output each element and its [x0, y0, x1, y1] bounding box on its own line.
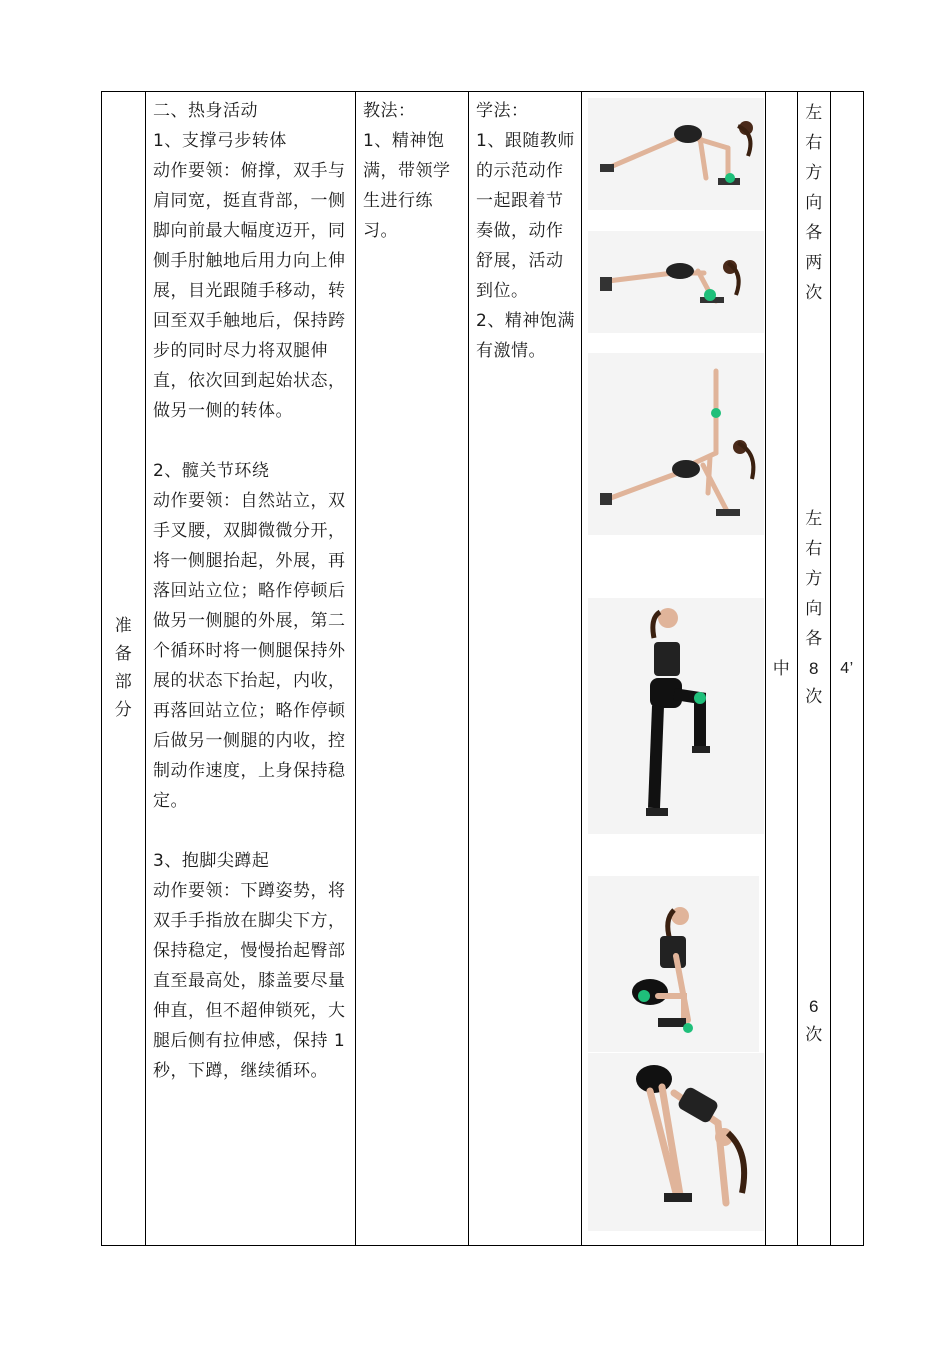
duration-cell	[831, 92, 864, 1246]
repetitions-3-unit: 次	[805, 1025, 823, 1045]
exercise-2-text: 动作要领：自然站立，双手叉腰，双脚微微分开，将一侧腿抬起，外展，再落回站立位；略作停顿后做另一侧腿的外展，第二个循环时将一侧腿保持外展的状态下抬起，内收，再落回站立位；略作停顿后做另一侧腿的内收，控制动作速度，上身保持稳定。	[153, 491, 346, 811]
learning-method-cell	[469, 92, 582, 1246]
repetitions-2: 左右方向各	[805, 509, 823, 649]
lunge-rotation-photo	[588, 353, 764, 535]
forward-fold-photo	[588, 1053, 764, 1231]
squat-hold-toes-photo	[588, 876, 759, 1052]
hip-circle-photo	[588, 598, 764, 834]
lunge-elbow-photo	[588, 231, 764, 333]
repetitions-2-unit: 次	[805, 687, 823, 707]
repetitions-3-count: 6	[809, 997, 819, 1016]
repetitions-1: 左右方向各两次	[805, 103, 823, 303]
section-label-cell	[102, 92, 146, 1246]
intensity-value: 中	[772, 658, 791, 679]
exercise-3-text: 动作要领：下蹲姿势，将双手手指放在脚尖下方，保持稳定，慢慢抬起臀部直至最高处，膝盖要尽量伸直，但不超伸锁死，大腿后侧有拉伸感，保持 1 秒，下蹲，继续循环。	[153, 881, 346, 1081]
repetitions-cell	[798, 92, 831, 1246]
teaching-item-1: 1、精神饱满，带领学生进行练习。	[363, 131, 451, 241]
lunge-plank-photo	[588, 98, 764, 210]
teaching-title: 教法：	[363, 101, 416, 121]
section-label: 准备部分	[114, 616, 133, 720]
exercise-3-title: 3、抱脚尖蹲起	[153, 851, 270, 871]
repetitions-2-count: 8	[809, 659, 819, 678]
intensity-cell	[766, 92, 798, 1246]
exercise-1-title: 1、支撑弓步转体	[153, 131, 287, 151]
content-cell	[146, 92, 356, 1246]
teaching-method-cell	[356, 92, 469, 1246]
learning-item-1: 1、跟随教师的示范动作一起跟着节奏做，动作舒展，活动到位。	[476, 131, 575, 301]
exercise-2-title: 2、髋关节环绕	[153, 461, 270, 481]
learning-item-2: 2、精神饱满有激情。	[476, 311, 575, 361]
content-heading: 二、热身活动	[153, 101, 258, 121]
figures-cell	[582, 92, 766, 1246]
learning-title: 学法：	[476, 101, 529, 121]
duration-value: 4’	[840, 659, 854, 677]
lesson-plan-table	[101, 91, 864, 1246]
exercise-1-text: 动作要领：俯撑，双手与肩同宽，挺直背部，一侧脚向前最大幅度迈开，同侧手肘触地后用力向上伸展，目光跟随手移动，转回至双手触地后，保持跨步的同时尽力将双腿伸直，依次回到起始状态，做另一侧的转体。	[153, 161, 346, 421]
